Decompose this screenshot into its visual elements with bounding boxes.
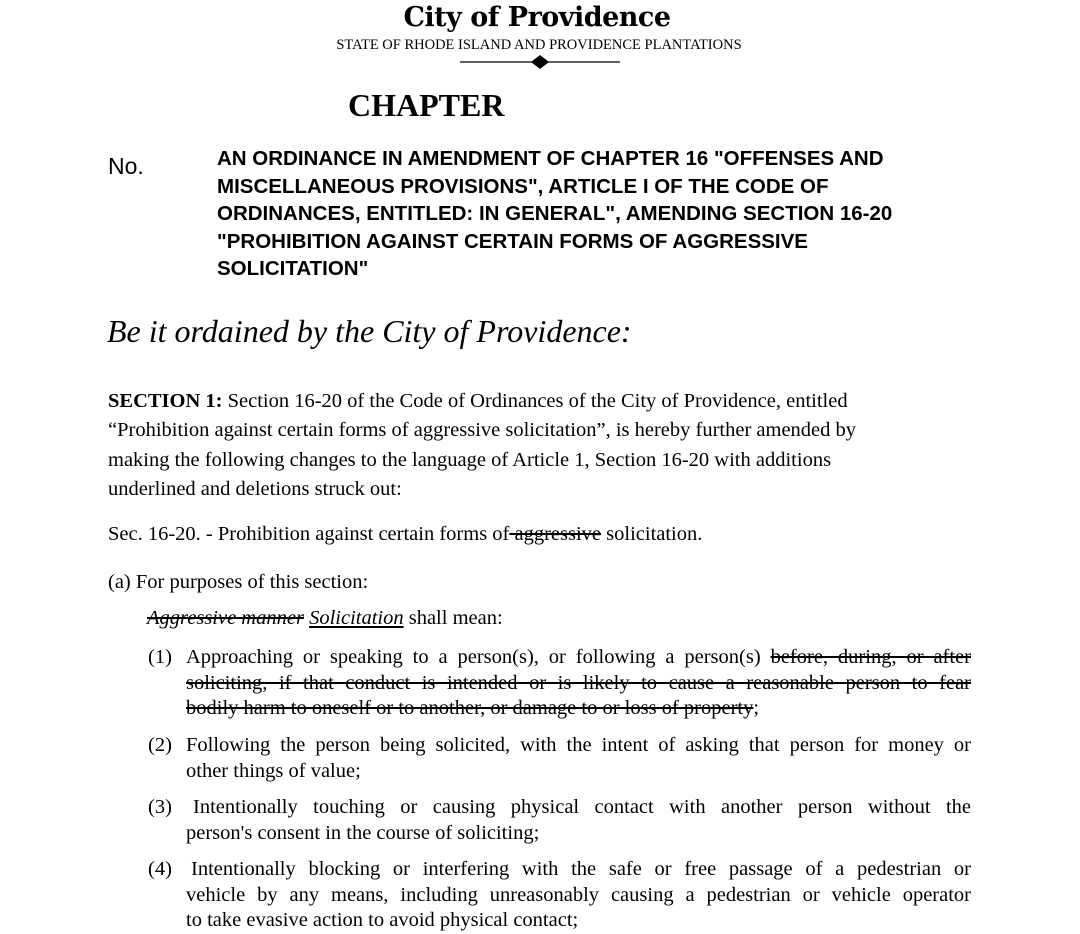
section-1-paragraph	[108, 387, 968, 504]
list-item-line: vehicle by any means, including unreasonably causing a pedestrian or vehicle operator	[186, 883, 971, 906]
deleted-text: Aggressive manner	[147, 607, 304, 629]
section-1-line: making the following changes to the language of Article 1, Section 16-20 with additions	[108, 448, 832, 471]
list-item-line: Intentionally touching or causing physical contact with another person without the	[193, 796, 971, 818]
section-heading	[108, 523, 702, 546]
section-1-line	[108, 387, 968, 416]
ordinance-title-line: AN ORDINANCE IN AMENDMENT OF CHAPTER 16 "OFFENSES AND	[217, 147, 884, 170]
list-item	[148, 733, 971, 784]
city-seal-title: City of Providence	[403, 2, 671, 33]
list-item-line: Following the person being solicited, with the intent of asking that person for money or	[186, 734, 971, 756]
section-1-line: “Prohibition against certain forms of aggressive solicitation”, is hereby further amended by	[108, 419, 857, 442]
list-item	[148, 795, 971, 846]
deleted-text: aggressive	[509, 523, 602, 545]
added-text: Solicitation	[309, 607, 404, 629]
list-item	[148, 645, 971, 722]
ordinance-title-line: MISCELLANEOUS PROVISIONS", ARTICLE I OF THE CODE OF	[217, 174, 829, 198]
definition-text: shall mean:	[403, 607, 503, 629]
ordinance-title-line: "PROHIBITION AGAINST CERTAIN FORMS OF AGGRESSIVE	[217, 229, 808, 253]
section-heading-text: Sec. 16-20. - Prohibition against certain forms of	[108, 523, 510, 545]
deleted-text: soliciting, if that conduct is intended or is likely to cause a reasonable person to fear	[186, 671, 971, 694]
list-item-line: to take evasive action to avoid physical contact;	[186, 909, 579, 931]
state-line: STATE OF RHODE ISLAND AND PROVIDENCE PLANTATIONS	[336, 37, 742, 53]
deleted-text: bodily harm to oneself or to another, or damage to or loss of property	[186, 697, 754, 719]
diamond-divider-icon	[460, 54, 620, 70]
list-item-number: (3)	[148, 796, 172, 818]
section-1-text: Section 16-20 of the Code of Ordinances of the City of Providence, entitled	[222, 390, 848, 412]
section-1-label: SECTION 1:	[108, 390, 223, 412]
enacting-clause: Be it ordained by the City of Providence:	[107, 313, 632, 349]
ordinance-title-line: SOLICITATION"	[217, 257, 369, 280]
ordinance-title	[217, 145, 977, 283]
list-item-line: person's consent in the course of soliciting;	[186, 821, 540, 844]
deleted-text: before, during, or after	[770, 646, 971, 668]
paragraph-a: (a) For purposes of this section:	[108, 571, 369, 593]
section-heading-text: solicitation.	[601, 523, 703, 545]
list-item-line: Approaching or speaking to a person(s), or following a person(s) before, during, or after	[186, 646, 971, 668]
list-item-line: other things of value;	[186, 759, 361, 782]
definition-line	[147, 607, 503, 630]
list-item	[148, 857, 971, 934]
section-1-line: underlined and deletions struck out:	[108, 477, 402, 500]
ordinance-title-line: ORDINANCES, ENTITLED: IN GENERAL", AMENDING SECTION 16-20	[217, 202, 893, 225]
number-label: No.	[108, 153, 144, 179]
list-item-number: (2)	[148, 734, 172, 756]
list-item-line: bodily harm to oneself or to another, or damage to or loss of property;	[186, 697, 760, 719]
chapter-heading: CHAPTER	[348, 87, 505, 123]
list-item-number: (4)	[148, 858, 172, 880]
list-item-line: Intentionally blocking or interfering with the safe or free passage of a pedestrian or	[191, 858, 971, 880]
list-item-number: (1)	[148, 646, 172, 668]
